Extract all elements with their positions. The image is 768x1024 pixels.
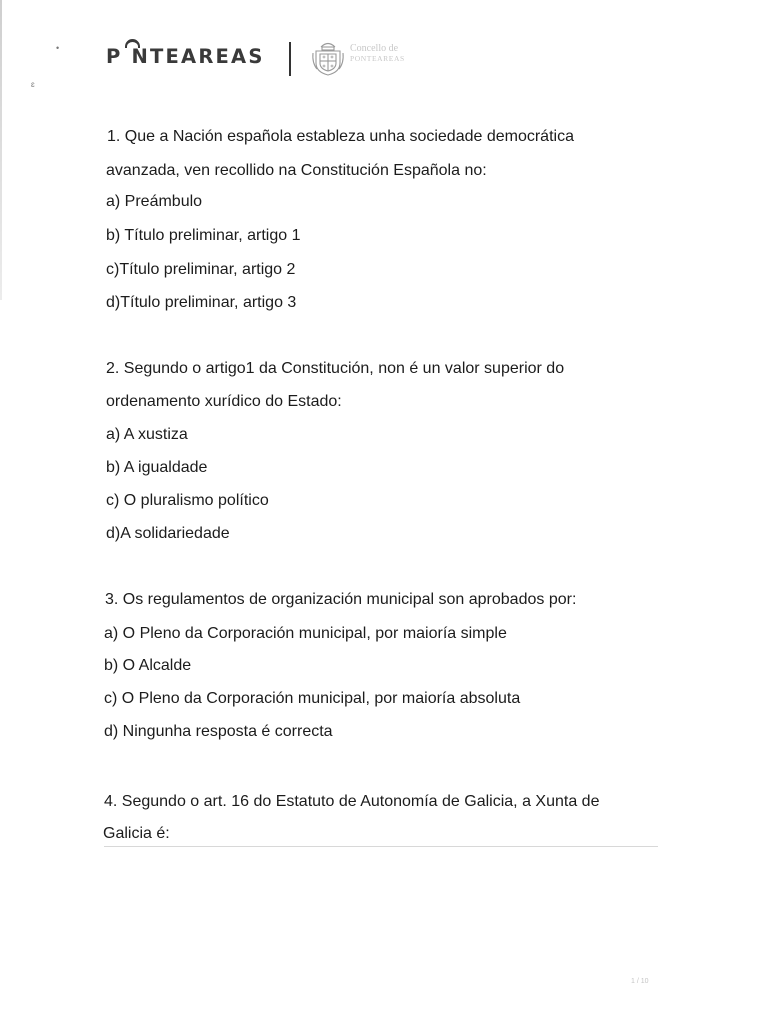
question-1-option-b: b) Título preliminar, artigo 1 xyxy=(106,227,301,244)
council-line-1: Concello de xyxy=(350,43,399,54)
question-3-line-1: 3. Os regulamentos de organización municipal son aprobados por: xyxy=(105,591,577,608)
question-2-option-a: a) A xustiza xyxy=(106,426,188,443)
question-1-option-a: a) Preámbulo xyxy=(106,193,203,210)
question-1-option-d: d)Título preliminar, artigo 3 xyxy=(106,294,297,311)
logo-wordmark: P NTEAREAS xyxy=(106,45,265,68)
question-2-option-d: d)A solidariedade xyxy=(106,525,230,542)
question-1-line-2: avanzada, ven recollido na Constitución Española no: xyxy=(106,162,487,179)
question-1-option-c: c)Título preliminar, artigo 2 xyxy=(106,261,296,278)
question-3-option-d: d) Ningunha resposta é correcta xyxy=(104,723,333,740)
question-2-option-c: c) O pluralismo político xyxy=(106,492,269,509)
scan-speck: ɛ xyxy=(31,80,35,89)
question-3-option-b: b) O Alcalde xyxy=(104,657,192,674)
question-1-line-1: 1. Que a Nación española estableza unha sociedade democrática xyxy=(107,128,574,145)
question-3-option-c: c) O Pleno da Corporación municipal, por maioría absoluta xyxy=(104,690,521,707)
question-2-option-b: b) A igualdade xyxy=(106,459,208,476)
council-line-2: PONTEAREAS xyxy=(350,54,405,63)
scan-speck: • xyxy=(56,43,60,53)
question-3-option-a: a) O Pleno da Corporación municipal, por maioría simple xyxy=(104,625,507,642)
page-number: 1 / 10 xyxy=(631,978,649,985)
scan-rule xyxy=(104,846,658,847)
question-4-line-2: Galicia é: xyxy=(103,825,170,842)
question-4-line-1: 4. Segundo o art. 16 do Estatuto de Autonomía de Galicia, a Xunta de xyxy=(104,793,600,810)
question-2-line-1: 2. Segundo o artigo1 da Constitución, non é un valor superior do xyxy=(106,360,565,377)
question-2-line-2: ordenamento xurídico do Estado: xyxy=(106,393,342,410)
